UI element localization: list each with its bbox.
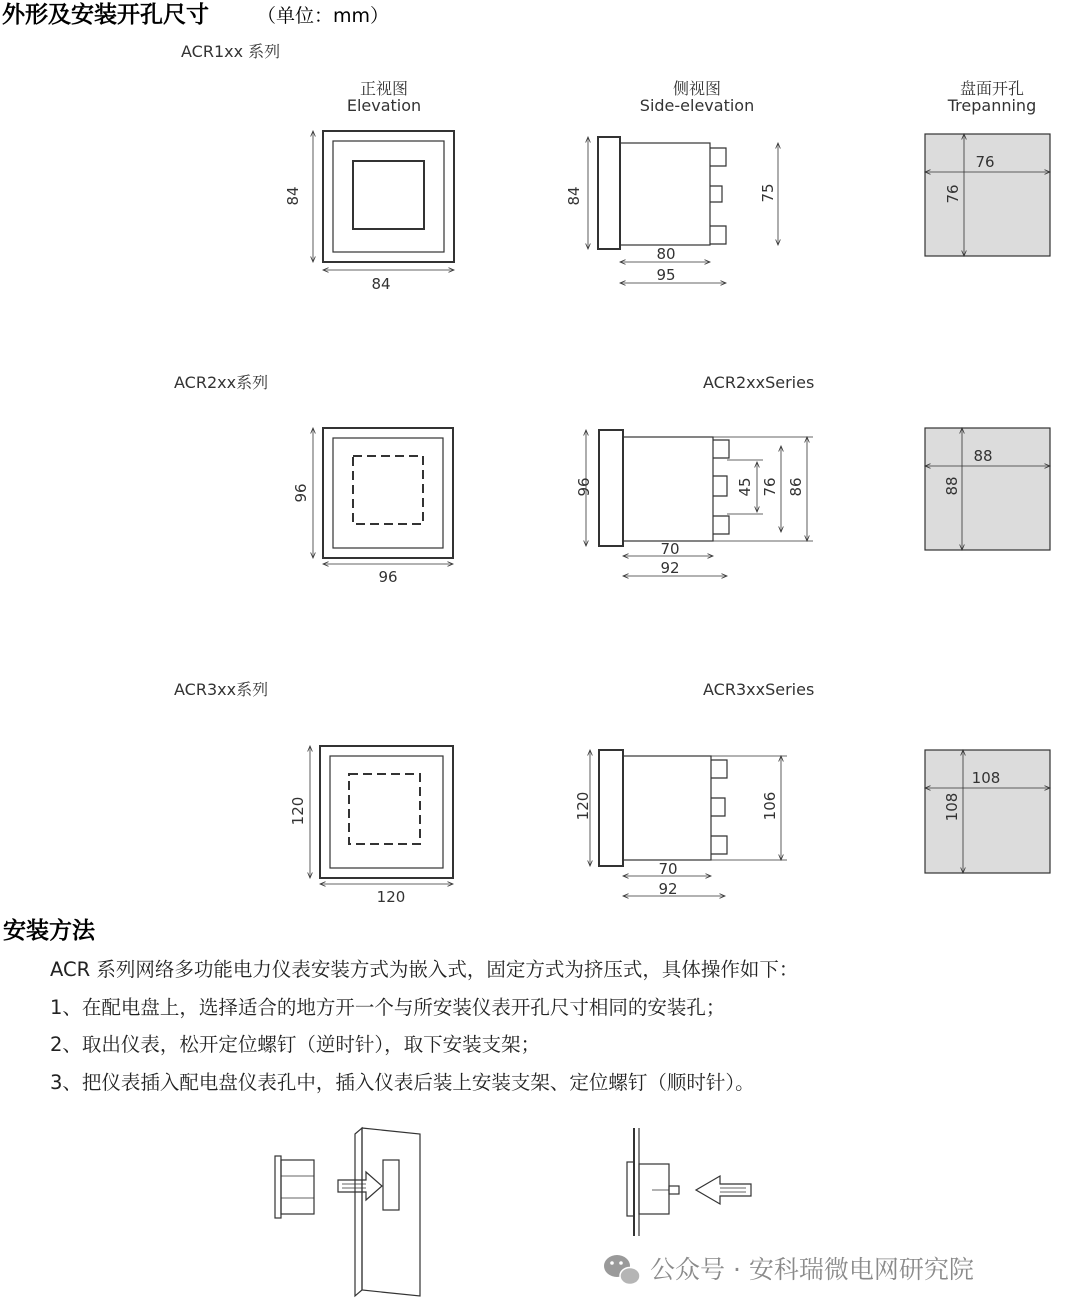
acr1-series-label: ACR1xx 系列 <box>181 42 281 61</box>
acr3-side-inner: 106 <box>761 791 779 821</box>
acr2-side-d86: 86 <box>787 477 805 497</box>
acr1-cutout-view <box>925 134 1050 256</box>
wechat-icon <box>604 1255 640 1285</box>
acr3-front-width: 120 <box>376 888 406 906</box>
acr3-series-label-en: ACR3xxSeries <box>703 680 815 699</box>
acr3-front-view <box>289 746 453 906</box>
side-label-cn: 侧视图 <box>672 79 722 98</box>
acr2-side-d76: 76 <box>761 477 779 497</box>
acr1-side-height: 84 <box>565 186 583 206</box>
acr3-series-label: ACR3xx系列 <box>174 680 269 699</box>
acr2-side-view <box>575 430 813 577</box>
elevation-label-en: Elevation <box>346 96 422 115</box>
section-title-dimensions: 外形及安装开孔尺寸 <box>2 2 209 28</box>
acr2-front-view <box>292 428 453 586</box>
acr3-cut-width: 108 <box>971 769 1001 787</box>
acr1-front-view <box>284 131 454 293</box>
elevation-label-cn: 正视图 <box>359 79 409 98</box>
acr3-side-view <box>574 750 787 898</box>
watermark-text: 公众号 · 安科瑞微电网研究院 <box>650 1255 974 1284</box>
install-intro: ACR 系列网络多功能电力仪表安装方式为嵌入式，固定方式为挤压式，具体操作如下： <box>50 958 799 981</box>
install-illustration-insert <box>275 1128 420 1296</box>
acr3-side-depth2: 92 <box>658 880 678 898</box>
side-label-en: Side-elevation <box>639 96 755 115</box>
acr3-side-height: 120 <box>574 791 592 821</box>
acr2-front-width: 96 <box>378 568 398 586</box>
acr1-front-height: 84 <box>284 186 302 206</box>
acr2-side-d45: 45 <box>736 477 754 497</box>
trepan-label-en: Trepanning <box>947 96 1037 115</box>
acr2-front-height: 96 <box>292 483 310 503</box>
acr1-side-depth1: 80 <box>656 245 676 263</box>
unit-label: （单位：mm） <box>257 5 390 27</box>
acr2-side-depth2: 92 <box>660 559 680 577</box>
acr3-side-depth1: 70 <box>658 860 678 878</box>
acr1-cut-width: 76 <box>975 153 995 171</box>
install-step-3: 3、把仪表插入配电盘仪表孔中，插入仪表后装上安装支架、定位螺钉（顺时针）。 <box>50 1071 755 1094</box>
acr2-cut-width: 88 <box>973 447 993 465</box>
install-step-2: 2、取出仪表，松开定位螺钉（逆时针），取下安装支架； <box>50 1033 541 1056</box>
install-step-1: 1、在配电盘上，选择适合的地方开一个与所安装仪表开孔尺寸相同的安装孔； <box>50 996 726 1019</box>
acr1-front-width: 84 <box>371 275 391 293</box>
acr1-side-inner: 75 <box>759 183 777 203</box>
acr2-series-label-en: ACR2xxSeries <box>703 373 815 392</box>
trepan-label-cn: 盘面开孔 <box>959 79 1025 98</box>
acr2-side-depth1: 70 <box>660 540 680 558</box>
install-illustration-fix <box>627 1128 751 1236</box>
acr2-cutout-view <box>925 428 1050 550</box>
acr3-cutout-view <box>925 750 1050 873</box>
acr2-side-height: 96 <box>575 477 593 497</box>
acr1-side-depth2: 95 <box>656 266 676 284</box>
section-title-installation: 安装方法 <box>3 918 95 944</box>
acr3-cut-height: 108 <box>943 792 961 822</box>
acr1-cut-height: 76 <box>944 184 962 204</box>
acr2-cut-height: 88 <box>943 476 961 496</box>
acr2-series-label: ACR2xx系列 <box>174 373 269 392</box>
acr3-front-height: 120 <box>289 796 307 826</box>
acr1-side-view <box>565 137 778 284</box>
